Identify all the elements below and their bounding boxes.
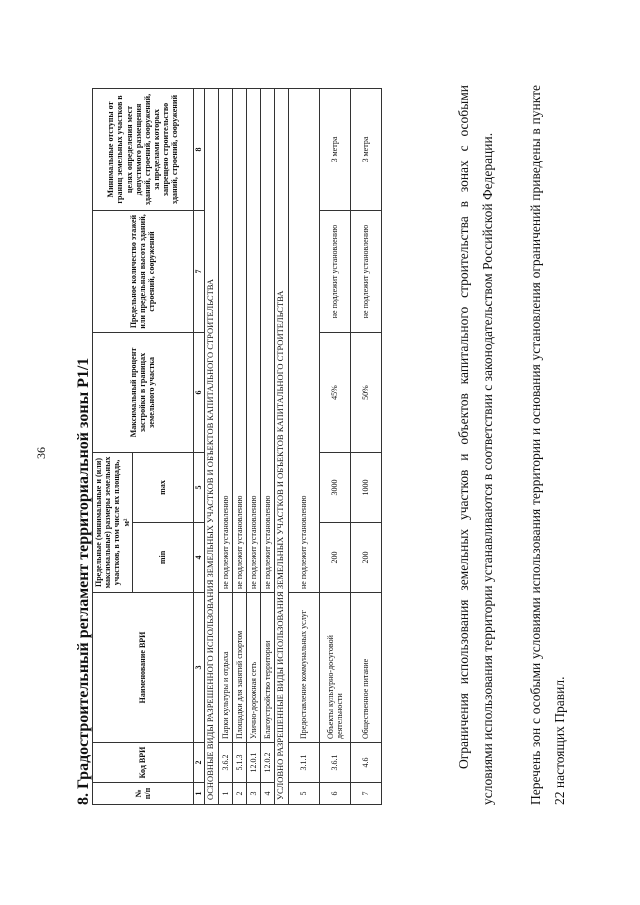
row-floors: не подлежит установлению [319, 211, 350, 333]
row-name: Благоустройство территории [260, 593, 274, 743]
row-num: 7 [350, 783, 381, 805]
regulation-table [92, 88, 382, 805]
header-plot-min: min [132, 523, 193, 593]
row-max: 3000 [319, 453, 350, 523]
table-row [350, 89, 381, 805]
table-row [288, 89, 319, 805]
row-name: Объекты культурно-досуговой деятельности [319, 593, 350, 743]
row-num: 3 [246, 783, 260, 805]
column-index: 2 [193, 743, 204, 783]
group-conditional-label: УСЛОВНО РАЗРЕШЕННЫЕ ВИДЫ ИСПОЛЬЗОВАНИЯ ЗЕМЕЛЬНЫХ УЧАСТКОВ И ОБЪЕКТОВ КАПИТАЛЬНОГО СТРОИТЕЛЬСТВА [274, 89, 288, 805]
row-code: 3.1.1 [288, 743, 319, 783]
row-value: не подлежит установлению [218, 89, 232, 593]
group-main-label: ОСНОВНЫЕ ВИДЫ РАЗРЕШЕННОГО ИСПОЛЬЗОВАНИЯ ЗЕМЕЛЬНЫХ УЧАСТКОВ И ОБЪЕКТОВ КАПИТАЛЬНОГО СТРОИТЕЛЬСТВА [204, 89, 218, 805]
row-name: Предоставление коммунальных услуг [288, 593, 319, 743]
row-setback: 3 метра [350, 89, 381, 211]
row-num: 6 [319, 783, 350, 805]
column-index-row [193, 89, 204, 805]
zones-list-paragraph: Перечень зон с особыми условиями использования территории и основания установления ограничений приведены в пункте 22 настоящих Правил. [528, 85, 567, 805]
row-floors: не подлежит установлению [350, 211, 381, 333]
row-code: 3.6.2 [218, 743, 232, 783]
row-value: не подлежит установлению [288, 89, 319, 593]
regulation-table-wrapper [92, 89, 382, 805]
row-num: 1 [218, 783, 232, 805]
column-index: 6 [193, 333, 204, 453]
page-number: 36 [34, 447, 48, 459]
row-name: Площадки для занятий спортом [232, 593, 246, 743]
header-max-coverage: Максимальный процент застройки в границах земельного участка [93, 333, 194, 453]
row-code: 12.0.1 [246, 743, 260, 783]
row-num: 2 [232, 783, 246, 805]
row-min: 200 [319, 523, 350, 593]
header-num: № п/п [93, 783, 194, 805]
row-num: 4 [260, 783, 274, 805]
row-name: Улично-дорожная сеть [246, 593, 260, 743]
table-row [260, 89, 274, 805]
row-name: Общественное питание [350, 593, 381, 743]
group-row-conditional [274, 89, 288, 805]
header-min-setback: Минимальные отступы от границ земельных участков в целях определения мест допустимого размещения зданий, строений, сооружений, за пределами которых запрещено строительство зданий, строений, сооружений [93, 89, 194, 211]
table-row [218, 89, 232, 805]
row-code: 12.0.2 [260, 743, 274, 783]
column-index: 3 [193, 593, 204, 743]
header-plot-size: Предельные (минимальные и (или) максимальные) размеры земельных участков, в том числе их площадь, м² [93, 453, 133, 593]
column-index: 5 [193, 453, 204, 523]
column-index: 8 [193, 89, 204, 211]
restrictions-paragraph: Ограничения использования земельных участков и объектов капитального строительства в зонах с особыми условиями использования территории устанавливаются в соответствии с законодательством Российской Федерации. [456, 85, 495, 805]
group-row-main [204, 89, 218, 805]
row-coverage: 45% [319, 333, 350, 453]
row-value: не подлежит установлению [232, 89, 246, 593]
row-max: 1000 [350, 453, 381, 523]
table-row [232, 89, 246, 805]
row-code: 5.1.3 [232, 743, 246, 783]
row-code: 3.6.1 [319, 743, 350, 783]
header-plot-max: max [132, 453, 193, 523]
row-value: не подлежит установлению [246, 89, 260, 593]
header-name: Наименование ВРИ [93, 593, 194, 743]
row-num: 5 [288, 783, 319, 805]
header-max-floors: Предельное количество этажей или предельная высота зданий, строений, сооружений [93, 211, 194, 333]
column-index: 4 [193, 523, 204, 593]
header-code: Код ВРИ [93, 743, 194, 783]
section-title: 8. Градостроительный регламент территориальной зоны Р1/1 [75, 357, 92, 805]
table-row [246, 89, 260, 805]
column-index: 7 [193, 211, 204, 333]
row-setback: 3 метра [319, 89, 350, 211]
header-row [93, 89, 133, 805]
column-index: 1 [193, 783, 204, 805]
row-min: 200 [350, 523, 381, 593]
row-value: не подлежит установлению [260, 89, 274, 593]
row-name: Парки культуры и отдыха [218, 593, 232, 743]
row-coverage: 50% [350, 333, 381, 453]
row-code: 4.6 [350, 743, 381, 783]
table-row [319, 89, 350, 805]
